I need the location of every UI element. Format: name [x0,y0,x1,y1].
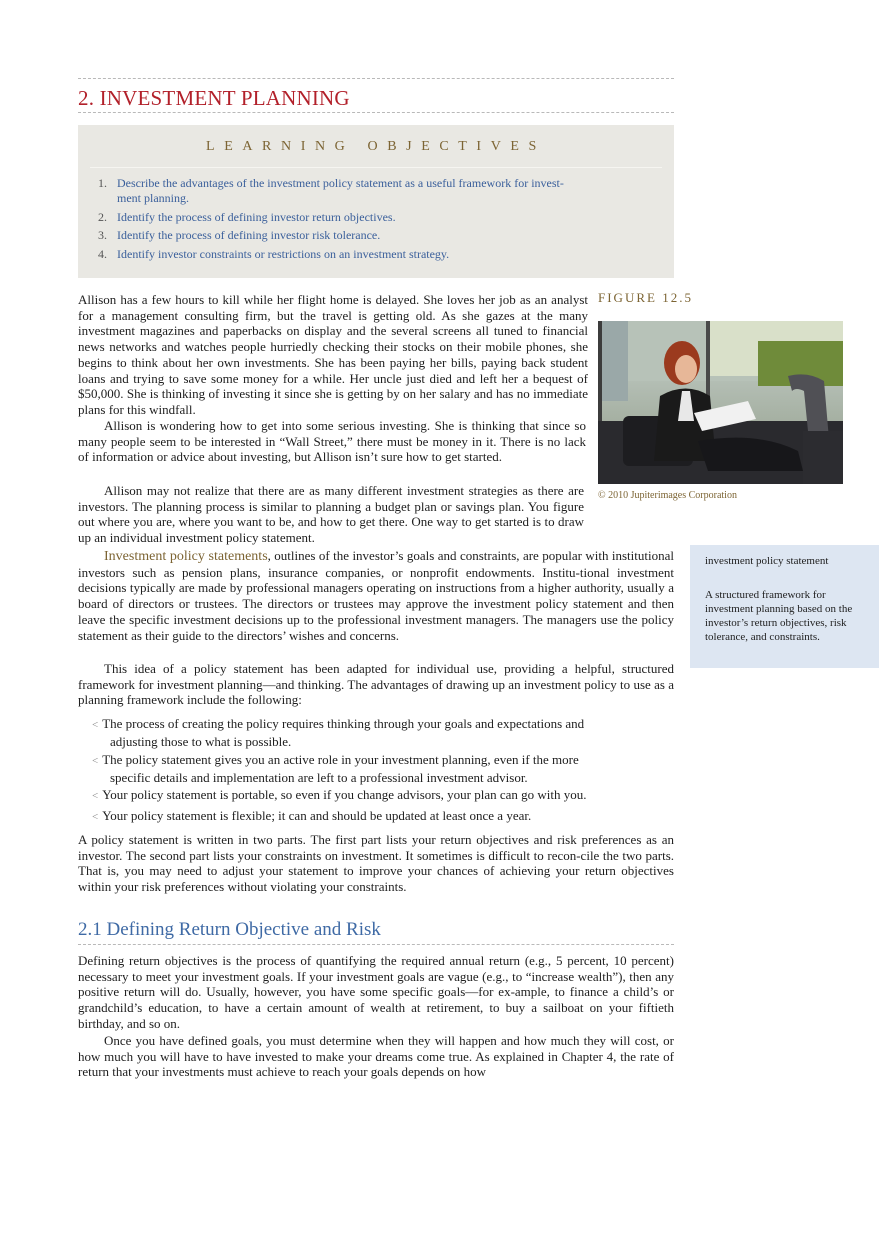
learning-objectives-box [78,125,674,278]
objective-text: Identify investor constraints or restrictions on an investment strategy. [117,246,450,261]
objective-number: 1. [98,176,107,190]
bullet-marker: < [92,719,99,731]
objective-text: Identify the process of defining investor return objectives. [117,209,396,224]
bullet-text-continued: specific details and implementation are left to a professional investment advisor. [110,769,528,785]
body-paragraph: Allison may not realize that there are as many different investment strategies as there are investors. The planning process is similar to planning a budget plan or savings plan. You figure out where you are, where you want to be, and how to get there. One way to get started is to draw up an individual investment policy statement. [78,483,584,546]
figure-label: FIGURE 12.5 [598,290,693,305]
learning-objectives-divider [90,167,662,168]
body-paragraph: This idea of a policy statement has been adapted for individual use, providing a helpful, structured framework for investment planning—and thinking. The advantages of drawing up an investment policy to use as a planning framework include the following: [78,661,674,708]
bullet-text: The policy statement gives you an active role in your investment planning, even if the more [102,752,579,767]
objective-text-continued: ment planning. [117,191,189,205]
subsection-underline [78,944,674,945]
objective-item [98,176,638,206]
definition-text: A structured framework for investment planning based on the investor’s return objectives, risk tolerance, and constraints. [705,589,853,643]
bullet-marker: < [92,755,99,767]
bullet-item [92,752,672,785]
bullet-marker: < [92,790,99,802]
glossary-keyword[interactable]: Investment policy statements [104,549,268,564]
airport-woman-photo [598,321,843,484]
figure-photo [598,321,843,484]
objective-item [98,247,638,262]
learning-objectives-heading: LEARNING OBJECTIVES [206,139,546,154]
body-paragraph: Allison has a few hours to kill while her flight home is delayed. She loves her job as an analyst for a management consulting firm, but the travel is getting old. As she gazes at the many investment magazines and paperbacks on display and the several screens all tuned to financial news networks and watches people hurriedly checking their stocks on their mobile phones, she begins to think about her own investments. She has been paying her bills, paying back student loans and trying to save some money for a while. Her uncle just died and left her a bequest of $50,000. She is thinking of investing it since she is getting by on her salary and has no immediate plans for this windfall. [78,292,588,417]
objective-number: 2. [98,209,107,224]
objective-number: 3. [98,228,107,242]
body-paragraph: Defining return objectives is the process of quantifying the required annual return (e.g., 5 percent, 10 percent) necessary to meet your investment goals. If your investment goals are vague (e.g., to “increase wealth”), then any positive return will do. Usually, however, you have some specific goals—for ex-ample, to finance a child’s or grandchild’s education, to have a certain amount of wealth at retirement, to buy a sailboat on your fiftieth birthday, and so on. [78,953,674,1031]
top-rule [78,78,674,79]
bullet-text: The process of creating the policy requires thinking through your goals and expectations and [102,716,585,731]
section-title: 2. INVESTMENT PLANNING [78,86,350,110]
definition-term: investment policy statement [705,555,829,567]
bullet-marker: < [92,811,99,823]
title-underline [78,112,674,113]
body-paragraph: Allison is wondering how to get into some serious investing. She is thinking that since so many people seem to be interested in “Wall Street,” there must be money in it. There is no lack of information or advice about investing, but Allison isn’t sure how to get started. [78,418,586,465]
objective-item [98,228,638,243]
objective-text: Describe the advantages of the investment policy statement as a useful framework for invest- [117,176,564,190]
objective-number: 4. [98,246,107,261]
bullet-text-continued: adjusting those to what is possible. [110,733,292,749]
bullet-text: Your policy statement is portable, so even if you change advisors, your plan can go with you. [102,787,587,802]
bullet-item [92,808,672,826]
objective-text: Identify the process of defining investor risk tolerance. [117,228,381,242]
bullet-item [92,787,672,805]
body-paragraph: A policy statement is written in two parts. The first part lists your return objectives and risk preferences as an investor. The second part lists your constraints on investment. It sometimes is difficult to recon-cile the two parts. That is, you may need to adjust your statement to improve your chances of achieving your return objectives within your risk preferences without violating your constraints. [78,832,674,895]
subsection-title: 2.1 Defining Return Objective and Risk [78,919,381,940]
figure-credit: © 2010 Jupiterimages Corporation [598,490,737,501]
bullet-text: Your policy statement is flexible; it can and should be updated at least once a year. [102,808,532,823]
bullet-item [92,716,672,749]
objective-item [98,210,638,225]
body-paragraph: Once you have defined goals, you must determine when they will happen and how much they will cost, or how much you will have to have invested to make your dreams come true. As explained in Chapter 4, the rate of return that your investments must achieve to reach your goals depends on how [78,1033,674,1080]
body-paragraph [78,548,674,643]
margin-definition-box [690,545,879,668]
paragraph-text: , outlines of the investor’s goals and constraints, are popular with institutional investors such as pension plans, insurance companies, or nonprofit endowments. Institu-tional investment decisions typically are made by professional managers operating on instructions from a higher authority, usually a board of directors or trustees. The directors or trustees may approve the investment policy statement and then leave the specific investment decisions up to the professional investment managers. The managers use the policy statement as their guide to the directors’ wishes and concerns. [78,548,675,643]
learning-objectives-list [98,176,638,265]
